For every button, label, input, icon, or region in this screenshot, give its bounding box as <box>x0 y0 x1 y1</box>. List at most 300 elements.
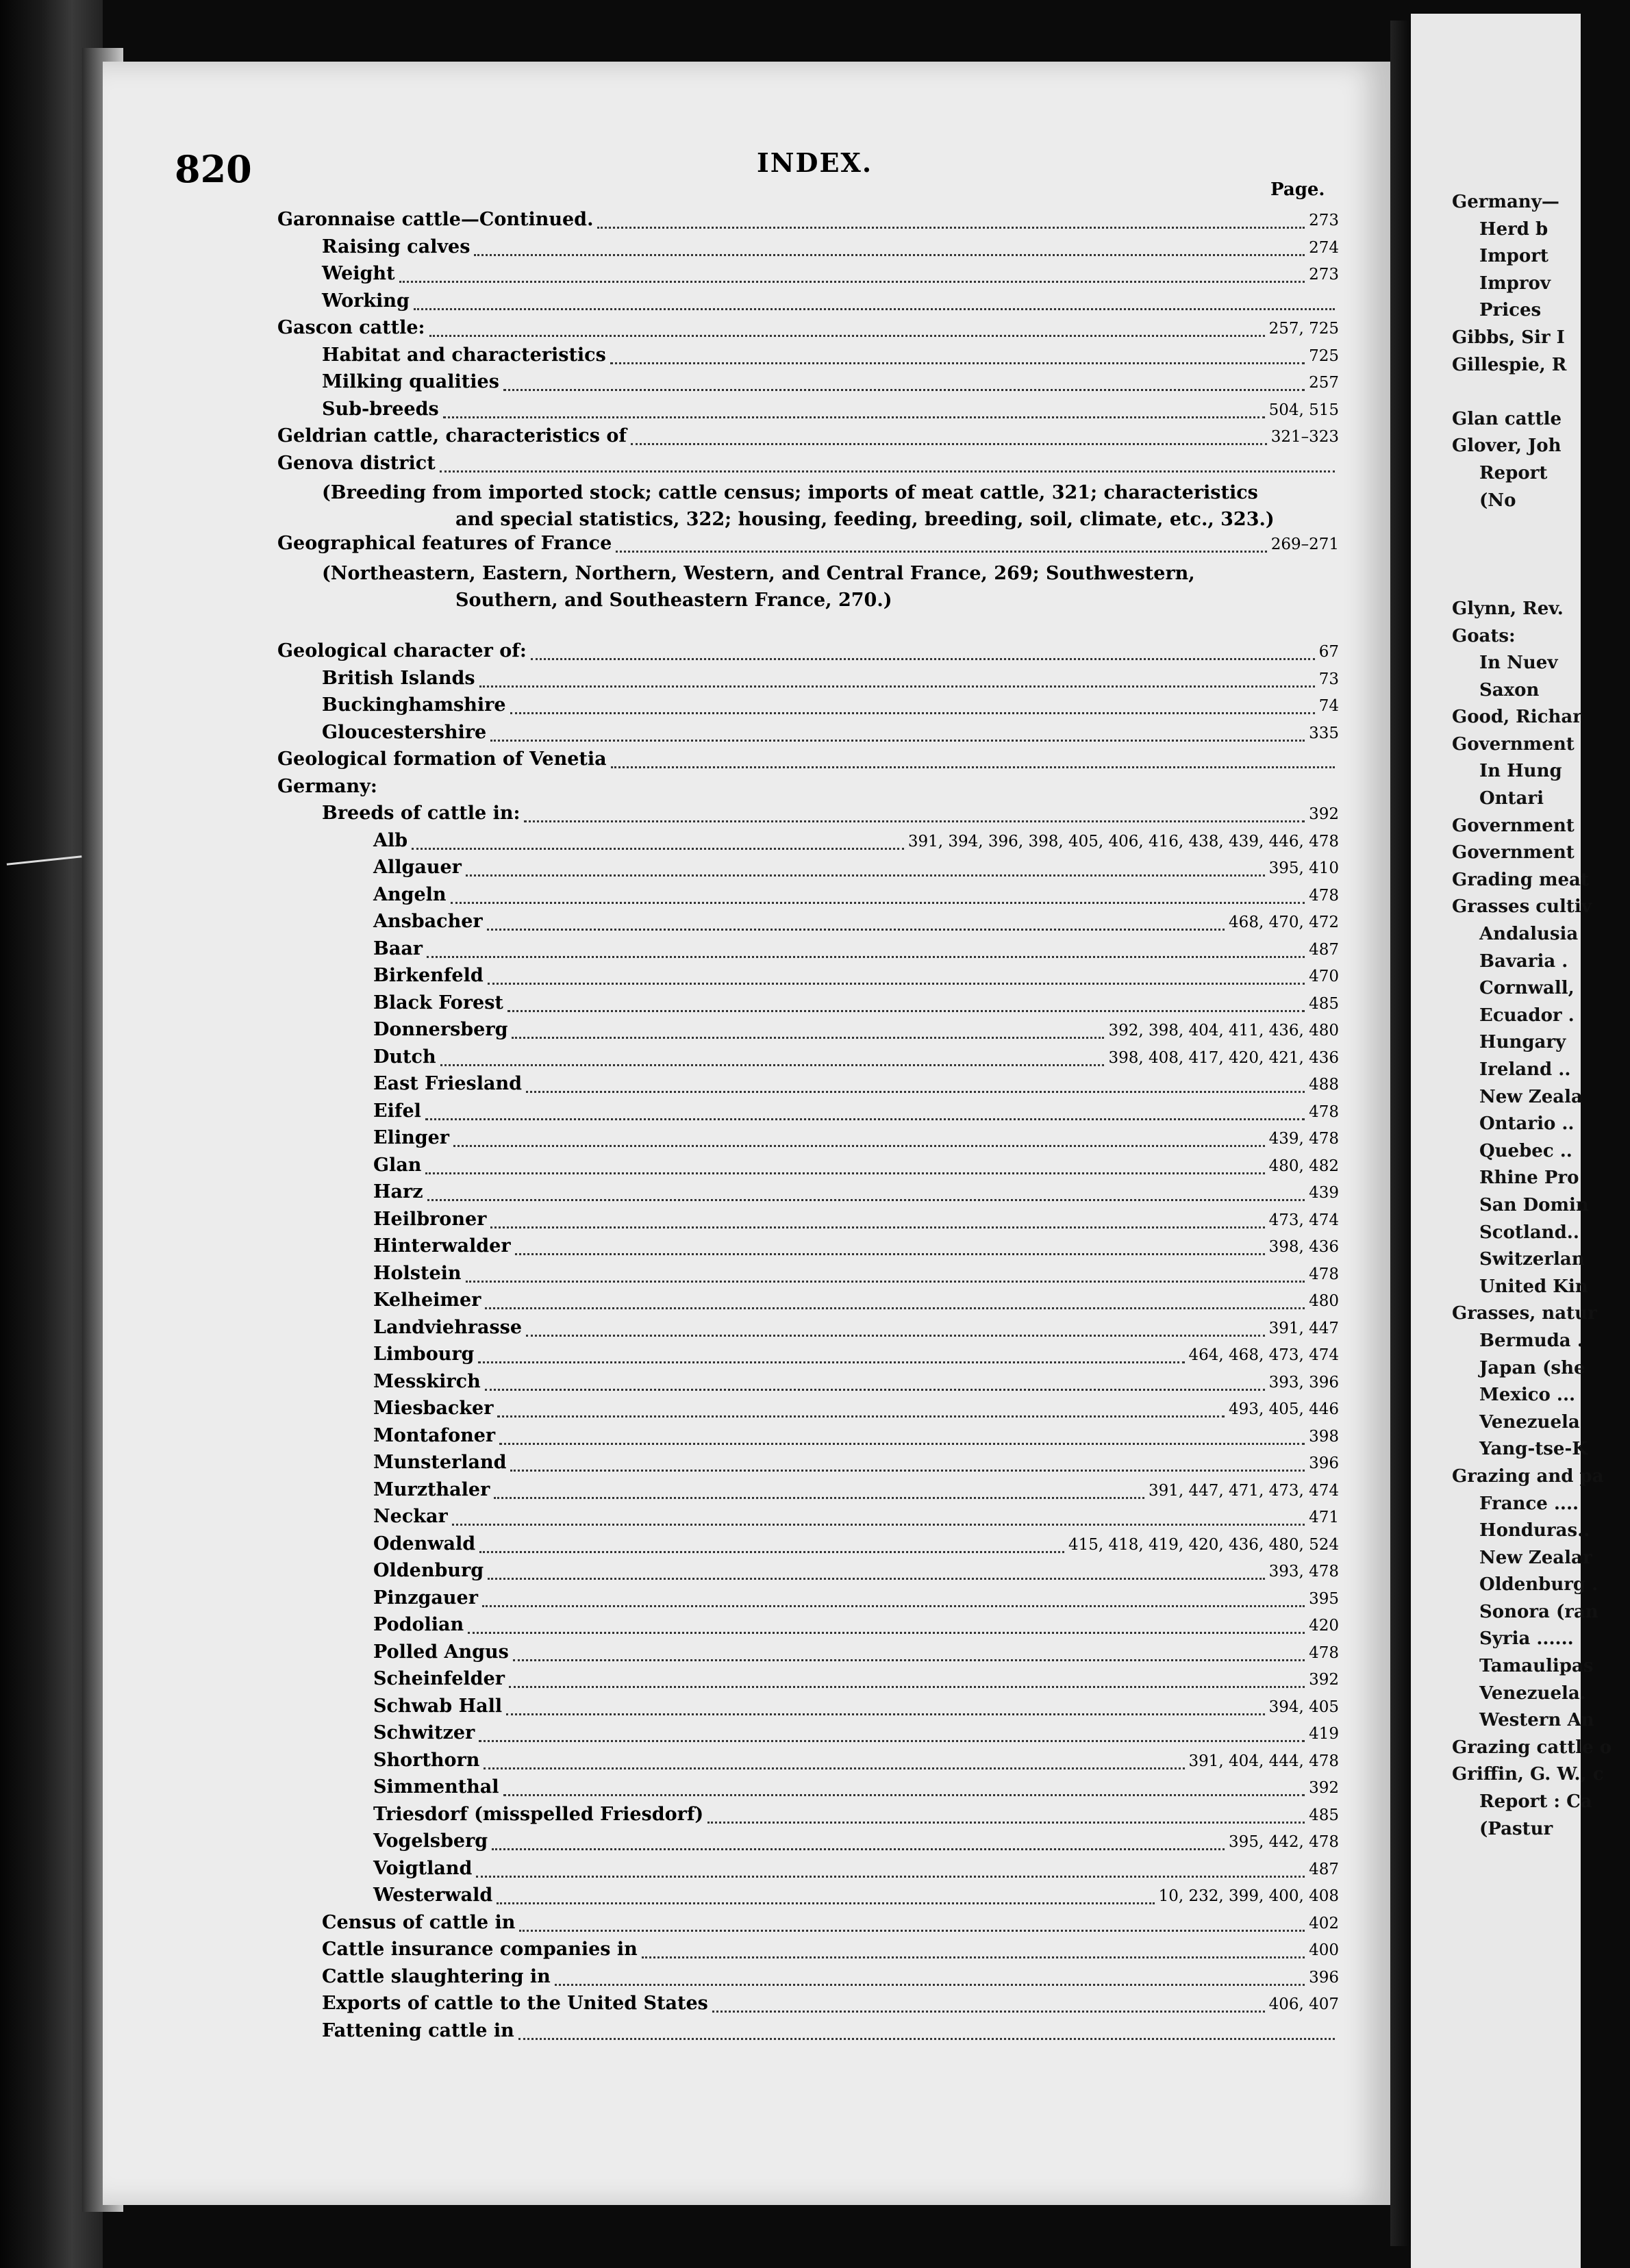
index-entry-label: Oldenburg <box>373 1560 484 1581</box>
dot-leader <box>474 254 1305 256</box>
index-entry-pages: 273 <box>1309 212 1339 229</box>
index-entry-label: Geographical features of France <box>277 533 612 554</box>
index-entry-pages: 273 <box>1309 266 1339 284</box>
dot-leader <box>451 902 1305 904</box>
index-entry <box>277 1750 1339 1777</box>
index-entry <box>277 911 1339 938</box>
index-entry-label: Kelheimer <box>373 1289 481 1311</box>
index-entry-label: Milking qualities <box>322 371 499 392</box>
page-column-label: Page. <box>1270 179 1325 200</box>
index-entry-pages: 725 <box>1309 346 1339 365</box>
dot-leader <box>555 1984 1305 1986</box>
index-entry-label: Scheinfelder <box>373 1668 505 1689</box>
index-entry <box>277 694 1339 722</box>
index-entry-note: (Northeastern, Eastern, Northern, Western, and Central France, 269; Southwestern, <box>322 562 1195 584</box>
index-entry <box>277 1696 1339 1723</box>
dot-leader <box>497 1902 1154 1904</box>
index-entry <box>277 1235 1339 1263</box>
dot-leader <box>429 335 1265 337</box>
index-entry-label: Harz <box>373 1181 423 1202</box>
index-entry <box>277 1344 1339 1371</box>
index-entry-label: Voigtland <box>373 1857 473 1879</box>
index-entry-pages: 400 <box>1309 1941 1339 1959</box>
index-entry-note: and special statistics, 322; housing, feeding, breeding, soil, climate, etc., 323.) <box>455 509 1275 530</box>
facing-page-line: Ecuador . <box>1479 1005 1575 1026</box>
dot-leader <box>499 1443 1305 1445</box>
index-entry-label: Eifel <box>373 1100 421 1122</box>
dot-leader <box>510 712 1315 714</box>
dot-leader <box>506 1713 1264 1715</box>
index-entry-label: Schwab Hall <box>373 1695 503 1717</box>
index-entry-label: Podolian <box>373 1614 464 1635</box>
index-entry-pages: 398, 436 <box>1268 1238 1339 1256</box>
index-entry-label: Geldrian cattle, characteristics of <box>277 425 627 446</box>
index-entry <box>277 506 1339 533</box>
facing-page-line: Bavaria . <box>1479 950 1568 972</box>
index-entry <box>277 1046 1339 1074</box>
facing-page-line: Cornwall, <box>1479 978 1575 999</box>
index-entry <box>277 1371 1339 1398</box>
index-entry-pages: 468, 470, 472 <box>1229 914 1339 931</box>
facing-page-line: San Domin <box>1479 1194 1589 1215</box>
facing-page-line: New Zealar <box>1479 1547 1592 1568</box>
facing-page <box>1411 14 1612 2268</box>
index-entry <box>277 1181 1339 1209</box>
index-entry <box>277 884 1339 911</box>
index-entry <box>277 1885 1339 1912</box>
dot-leader <box>513 1659 1305 1661</box>
index-entry <box>277 803 1339 830</box>
index-entry <box>277 857 1339 884</box>
index-entry-label: Raising calves <box>322 236 471 257</box>
index-entry-label: Limbourg <box>373 1344 475 1365</box>
index-entry-label: Murzthaler <box>373 1478 490 1500</box>
dot-leader <box>503 1794 1305 1796</box>
index-entry <box>277 965 1339 992</box>
facing-page-line: Grazing cattle o <box>1452 1737 1612 1758</box>
index-entry <box>277 1587 1339 1615</box>
index-entry-label: Heilbroner <box>373 1208 487 1230</box>
facing-page-line: Government <box>1452 815 1575 836</box>
index-entry-pages: 398, 408, 417, 420, 421, 436 <box>1108 1048 1339 1067</box>
index-entry-pages: 395 <box>1309 1589 1339 1608</box>
index-entry <box>277 1804 1339 1831</box>
index-entry <box>277 1722 1339 1750</box>
dot-leader <box>425 1118 1305 1120</box>
index-entry <box>277 992 1339 1020</box>
facing-page-line: Ireland .. <box>1479 1059 1571 1080</box>
facing-page-line: Western An <box>1479 1710 1594 1731</box>
index-entry-pages: 493, 405, 446 <box>1229 1400 1339 1418</box>
index-entry-label: Geological character of: <box>277 640 527 662</box>
index-entry-label: Odenwald <box>373 1533 476 1554</box>
dot-leader <box>497 1415 1225 1418</box>
dot-leader <box>399 281 1305 283</box>
dot-leader <box>509 1686 1305 1688</box>
index-entries <box>277 209 1339 2047</box>
index-entry-label: British Islands <box>322 667 475 689</box>
facing-page-line <box>1452 544 1630 572</box>
facing-page-line: Ontari <box>1479 788 1544 809</box>
index-entry-label: Fattening cattle in <box>322 2019 514 2041</box>
dot-leader <box>425 1172 1264 1174</box>
index-entry-label: Simmenthal <box>373 1776 499 1798</box>
index-entry-pages: 504, 515 <box>1268 401 1339 419</box>
dot-leader <box>427 1199 1305 1201</box>
facing-page-line: Scotland.. <box>1479 1222 1579 1243</box>
dot-leader <box>453 1145 1265 1147</box>
dot-leader <box>466 1281 1305 1283</box>
index-entry <box>277 371 1339 399</box>
dot-leader <box>707 1822 1305 1824</box>
index-entry-label: Ansbacher <box>373 911 483 932</box>
index-entry-pages: 392 <box>1309 1671 1339 1689</box>
index-entry-pages: 439, 478 <box>1268 1130 1339 1148</box>
facing-page-line: Glynn, Rev. <box>1452 598 1564 619</box>
index-entry-pages: 393, 478 <box>1268 1563 1339 1580</box>
dot-leader <box>526 1335 1265 1337</box>
facing-page-line: Syria ...... <box>1479 1628 1574 1650</box>
index-entry <box>277 263 1339 290</box>
index-entry-label: Glan <box>373 1154 422 1176</box>
index-entry <box>277 479 1339 506</box>
dot-leader <box>597 227 1305 229</box>
index-entry-pages: 394, 405 <box>1268 1698 1339 1716</box>
index-entry-label: Schwitzer <box>373 1722 475 1743</box>
dot-leader <box>468 1632 1305 1634</box>
index-entry-label: Angeln <box>373 883 447 905</box>
index-entry-pages: 415, 418, 419, 420, 436, 480, 524 <box>1068 1535 1339 1554</box>
index-entry-label: Geological formation of Venetia <box>277 748 607 770</box>
dot-leader <box>485 1389 1265 1391</box>
index-entry-label: Germany: <box>277 775 377 797</box>
index-entry-label: Cattle slaughtering in <box>322 1965 551 1987</box>
index-entry-label: Miesbacker <box>373 1398 494 1419</box>
facing-page-line: Goats: <box>1452 625 1516 646</box>
index-entry-pages: 478 <box>1309 1102 1339 1121</box>
facing-page-line: Mexico ... <box>1479 1385 1576 1406</box>
index-entry-pages: 471 <box>1309 1509 1339 1526</box>
facing-page-line <box>1452 381 1630 409</box>
index-entry-pages: 395, 442, 478 <box>1229 1833 1339 1851</box>
dot-leader <box>452 1524 1305 1526</box>
dot-leader <box>642 1956 1305 1958</box>
index-entry <box>277 1073 1339 1100</box>
index-entry-label: Sub-breeds <box>322 398 439 420</box>
index-entry <box>277 1966 1339 1993</box>
dot-leader <box>490 740 1305 742</box>
facing-page-line: Improv <box>1479 273 1551 294</box>
facing-page-line <box>1452 571 1630 598</box>
facing-page-line: Rhine Pro <box>1479 1168 1579 1189</box>
dot-leader <box>479 1740 1305 1742</box>
index-entry-label: Birkenfeld <box>373 965 484 986</box>
index-entry-pages: 419 <box>1309 1725 1339 1743</box>
index-entry <box>277 1560 1339 1587</box>
index-entry-label: Neckar <box>373 1506 448 1527</box>
dot-leader <box>479 1551 1064 1553</box>
index-entry-pages: 480, 482 <box>1268 1157 1339 1175</box>
index-entry <box>277 668 1339 695</box>
index-entry <box>277 1858 1339 1885</box>
index-entry <box>277 1939 1339 1966</box>
index-entry-label: Buckinghamshire <box>322 694 506 716</box>
index-entry-pages: 402 <box>1309 1914 1339 1932</box>
index-entry <box>277 1100 1339 1128</box>
page-header <box>175 147 1339 209</box>
index-entry <box>277 1155 1339 1182</box>
index-entry <box>277 317 1339 344</box>
facing-page-line: Oldenburg . <box>1479 1574 1598 1596</box>
index-entry-label: Genova district <box>277 452 436 474</box>
index-entry-label: Shorthorn <box>373 1749 480 1771</box>
index-entry <box>277 587 1339 614</box>
index-entry-pages: 391, 447, 471, 473, 474 <box>1149 1481 1339 1500</box>
dot-leader <box>616 551 1266 553</box>
index-entry-label: Garonnaise cattle—Continued. <box>277 209 594 230</box>
index-entry-label: Allgauer <box>373 857 462 878</box>
index-entry <box>277 1668 1339 1696</box>
dot-leader <box>488 1578 1265 1580</box>
index-entry-pages: 392 <box>1309 805 1339 823</box>
dot-leader <box>412 848 904 850</box>
index-entry <box>277 722 1339 749</box>
index-entry-label: Pinzgauer <box>373 1587 478 1609</box>
index-entry <box>277 1019 1339 1046</box>
facing-page-line: Honduras.. <box>1479 1520 1590 1541</box>
index-entry-pages: 485 <box>1309 994 1339 1013</box>
index-entry <box>277 1398 1339 1425</box>
dot-leader <box>610 362 1305 364</box>
facing-page-line: Good, Richar <box>1452 707 1582 728</box>
facing-page-line: France .... <box>1479 1493 1579 1514</box>
index-entry-pages: 470 <box>1309 968 1339 985</box>
index-entry <box>277 830 1339 857</box>
dot-leader <box>476 1876 1305 1878</box>
index-entry-label: Census of cattle in <box>322 1911 516 1933</box>
index-entry-pages: 392 <box>1309 1779 1339 1797</box>
index-entry <box>277 1533 1339 1561</box>
index-entry-label: Polled Angus <box>373 1641 509 1663</box>
dot-leader <box>631 443 1267 445</box>
index-entry <box>277 290 1339 318</box>
index-entry-pages: 10, 232, 399, 400, 408 <box>1158 1887 1339 1905</box>
index-entry-pages: 74 <box>1318 697 1339 715</box>
index-entry <box>277 1263 1339 1290</box>
facing-page-line: Grazing and pa <box>1452 1465 1604 1487</box>
index-entry-pages: 487 <box>1309 940 1339 959</box>
facing-page-line: New Zeala <box>1479 1086 1583 1107</box>
index-entry-label: Montafoner <box>373 1424 496 1446</box>
index-entry-note: (Breeding from imported stock; cattle census; imports of meat cattle, 321; characteristics <box>322 482 1258 503</box>
index-entry-pages: 392, 398, 404, 411, 436, 480 <box>1108 1022 1339 1040</box>
facing-page-line: Glover, Joh <box>1452 436 1562 457</box>
facing-page-line: (Pastur <box>1479 1818 1553 1839</box>
index-entry <box>277 2020 1339 2048</box>
facing-page-line: Yang-tse-K <box>1479 1439 1588 1460</box>
dot-leader <box>512 1037 1104 1039</box>
facing-page-line: Hungary <box>1479 1032 1566 1053</box>
facing-page-line: Switzerlan <box>1479 1249 1585 1270</box>
index-entry <box>277 1127 1339 1155</box>
facing-page-line: Glan cattle <box>1452 408 1562 429</box>
index-entry-pages: 488 <box>1309 1076 1339 1094</box>
index-entry-label: Holstein <box>373 1262 462 1284</box>
facing-page-line: Gillespie, R <box>1452 354 1567 375</box>
index-entry-label: East Friesland <box>373 1073 522 1094</box>
dot-leader <box>478 1361 1184 1363</box>
facing-page-line: Tamaulipas <box>1479 1656 1594 1677</box>
index-entry-pages: 487 <box>1309 1860 1339 1878</box>
index-entry-note: Southern, and Southeastern France, 270.) <box>455 589 892 611</box>
facing-page-line: Sonora (ran <box>1479 1601 1598 1622</box>
dot-leader <box>479 685 1315 688</box>
index-entry-label: Hinterwalder <box>373 1235 511 1257</box>
facing-page-line: United Kin <box>1479 1276 1588 1297</box>
facing-page-line: In Hung <box>1479 761 1562 782</box>
dot-leader <box>518 2038 1335 2040</box>
dot-leader <box>510 1470 1305 1472</box>
index-entry <box>277 1614 1339 1641</box>
index-entry <box>277 1506 1339 1533</box>
index-entry-label: Dutch <box>373 1046 436 1068</box>
index-entry <box>277 1641 1339 1669</box>
facing-page-line: Venezuela. <box>1479 1683 1586 1704</box>
index-entry-label: Donnersberg <box>373 1019 508 1040</box>
index-entry <box>277 1479 1339 1507</box>
index-entry-label: Habitat and characteristics <box>322 344 606 366</box>
facing-page-line: Saxon <box>1479 679 1540 701</box>
dot-leader <box>488 983 1305 985</box>
dot-leader <box>487 929 1225 931</box>
index-entry-pages: 73 <box>1318 670 1339 688</box>
index-entry <box>277 1317 1339 1344</box>
index-entry-pages: 473, 474 <box>1268 1211 1339 1229</box>
index-entry-label: Breeds of cattle in: <box>322 803 521 824</box>
index-entry-label: Messkirch <box>373 1370 481 1392</box>
index-entry-pages: 396 <box>1309 1968 1339 1987</box>
index-entry-pages: 478 <box>1309 1643 1339 1662</box>
index-entry-label: Weight <box>322 263 395 284</box>
facing-page-line: Report : Ca <box>1479 1791 1592 1813</box>
facing-page-line: In Nuev <box>1479 653 1558 674</box>
index-entry <box>277 533 1339 560</box>
index-entry <box>277 640 1339 668</box>
index-entry-pages: 406, 407 <box>1268 1995 1339 2013</box>
index-entry-pages: 478 <box>1309 1265 1339 1283</box>
facing-page-line: Prices <box>1479 300 1542 321</box>
index-entry <box>277 1289 1339 1317</box>
dot-leader <box>519 1930 1305 1932</box>
index-entry <box>277 1452 1339 1479</box>
index-entry <box>277 1993 1339 2020</box>
facing-page-line: Japan (she <box>1479 1357 1585 1378</box>
facing-page-line: Gibbs, Sir I <box>1452 327 1565 348</box>
page-title: INDEX. <box>757 147 873 178</box>
index-entry-label: Black Forest <box>373 992 503 1013</box>
facing-page-line: Venezuela <box>1479 1411 1580 1433</box>
index-entry-label: Cattle insurance companies in <box>322 1939 638 1960</box>
dot-leader <box>485 1307 1305 1309</box>
dot-leader <box>611 766 1335 768</box>
facing-page-line: Griffin, G. W., c <box>1452 1764 1604 1785</box>
index-entry-pages: 395, 410 <box>1268 859 1339 877</box>
index-entry <box>277 938 1339 966</box>
index-entry <box>277 399 1339 426</box>
index-entry-pages: 274 <box>1309 238 1339 257</box>
index-entry-pages: 480 <box>1309 1292 1339 1310</box>
index-entry <box>277 776 1339 803</box>
dot-leader <box>414 308 1335 310</box>
index-entry-pages: 391, 394, 396, 398, 405, 406, 416, 438, 439, 446, 478 <box>907 832 1339 850</box>
index-entry-pages: 393, 396 <box>1268 1373 1339 1391</box>
index-entry-label: Elinger <box>373 1127 450 1148</box>
index-entry-pages: 321–323 <box>1270 428 1339 446</box>
facing-page-line: Government <box>1452 733 1575 755</box>
index-entry-pages: 396 <box>1309 1454 1339 1472</box>
index-entry-pages: 391, 447 <box>1268 1319 1339 1337</box>
index-entry-label: Vogelsberg <box>373 1830 488 1852</box>
dot-leader <box>482 1605 1305 1607</box>
index-entry-pages: 420 <box>1309 1617 1339 1635</box>
index-entry <box>277 748 1339 776</box>
facing-page-line: Grasses, natur <box>1452 1303 1597 1324</box>
facing-page-line: (No <box>1479 490 1516 511</box>
dot-leader <box>526 1091 1305 1093</box>
facing-page-line: Quebec .. <box>1479 1140 1572 1161</box>
index-entry-pages: 398 <box>1309 1427 1339 1446</box>
index-entry-label: Gloucestershire <box>322 721 487 743</box>
facing-page-line: Andalusia <box>1479 924 1579 945</box>
facing-page-line: Import <box>1479 246 1548 267</box>
index-entry <box>277 614 1339 641</box>
index-entry-pages: 269–271 <box>1270 536 1339 553</box>
page-number: 820 <box>175 147 252 191</box>
facing-page-line: Grading meat <box>1452 869 1589 890</box>
index-entry-pages: 257 <box>1309 374 1339 392</box>
dot-leader <box>492 1848 1225 1850</box>
facing-page-line: Report <box>1479 462 1548 483</box>
index-entry-label: Munsterland <box>373 1452 507 1473</box>
facing-page-line: Germany— <box>1452 192 1559 212</box>
dot-leader <box>515 1253 1265 1255</box>
facing-page-line: Herd b <box>1479 218 1548 240</box>
index-entry-label: Baar <box>373 937 423 959</box>
dot-leader <box>490 1226 1264 1228</box>
index-entry <box>277 1776 1339 1804</box>
dot-leader <box>494 1497 1144 1499</box>
dot-leader <box>531 658 1315 660</box>
index-entry-label: Westerwald <box>373 1885 493 1906</box>
facing-page-entries <box>1452 192 1630 1845</box>
index-entry-pages: 439 <box>1309 1184 1339 1202</box>
dot-leader <box>507 1010 1305 1012</box>
index-entry-label: Alb <box>373 829 408 851</box>
index-entry <box>277 1912 1339 1939</box>
index-entry <box>277 425 1339 453</box>
index-entry-label: Gascon cattle: <box>277 317 425 338</box>
index-entry-label: Exports of cattle to the United States <box>322 1993 708 2014</box>
index-entry-label: Landviehrasse <box>373 1316 523 1338</box>
index-entry-pages: 485 <box>1309 1806 1339 1824</box>
facing-page-line <box>1452 517 1630 544</box>
index-entry <box>277 453 1339 480</box>
dot-leader <box>503 389 1305 391</box>
index-entry-pages: 335 <box>1309 724 1339 742</box>
index-entry-pages: 391, 404, 444, 478 <box>1188 1752 1339 1770</box>
index-entry <box>277 236 1339 264</box>
index-entry <box>277 1830 1339 1858</box>
